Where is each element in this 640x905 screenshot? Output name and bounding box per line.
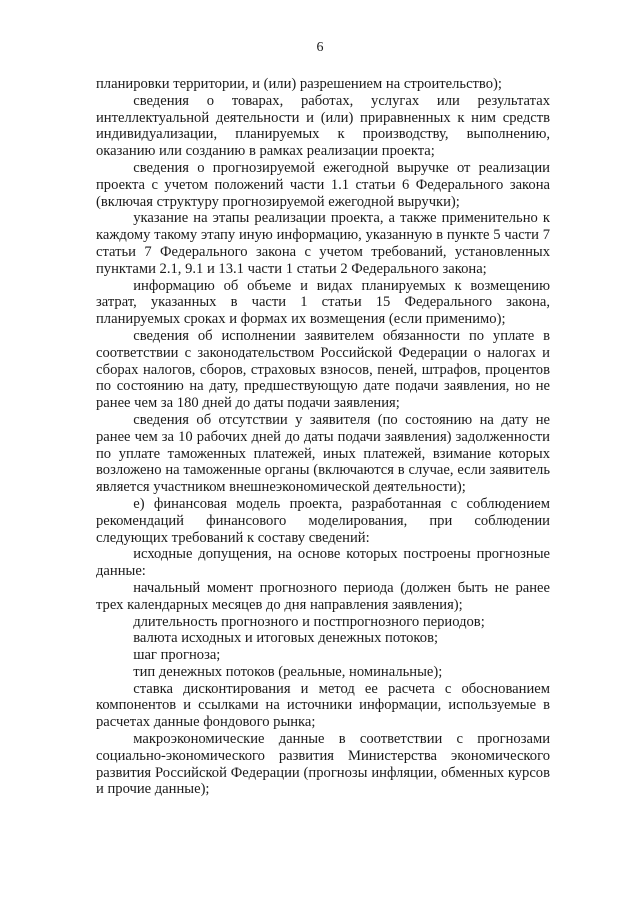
paragraph: информацию об объеме и видах планируемых к возмещению затрат, указанных в части 1 статьи 15 Федерального закона, планируемых сроках и формах их возмещения (если применимо);: [96, 277, 550, 328]
paragraph: сведения об отсутствии у заявителя (по состоянию на дату не ранее чем за 10 рабочих дней до даты подачи заявления) задолженности по уплате таможенных платежей, иных платежей, взимание которых возложено на таможенные органы (включаются в случае, если заявитель является участником внешнеэкономической деятельности);: [96, 411, 550, 496]
paragraph: начальный момент прогнозного периода (должен быть не ранее трех календарных месяцев до дня направления заявления);: [96, 579, 550, 613]
paragraph: длительность прогнозного и постпрогнозного периодов;: [133, 613, 485, 630]
paragraph: валюта исходных и итоговых денежных потоков;: [133, 630, 439, 647]
paragraph: указание на этапы реализации проекта, а также применительно к каждому такому этапу иную информацию, указанную в пункте 5 части 7 статьи 7 Федерального закона с учетом требований, установленных пунктами 2.1, 9.1 и 13.1 части 1 статьи 2 Федерального закона;: [96, 210, 550, 277]
paragraph: ставка дисконтирования и метод ее расчета с обоснованием компонентов и ссылками на источники информации, используемые в расчетах данные фондового рынка;: [96, 680, 550, 731]
paragraph: сведения об исполнении заявителем обязанности по уплате в соответствии с законодательством Российской Федерации о налогах и сборах налогов, сборов, страховых взносов, пеней, штрафов, процентов по состоянию на дату, предшествующую дате подачи заявления, но не ранее чем за 180 дней до даты подачи заявления;: [96, 327, 550, 412]
paragraph: е) финансовая модель проекта, разработанная с соблюдением рекомендаций финансового моделирования, при соблюдении следующих требований к составу сведений:: [96, 495, 550, 546]
paragraph: планировки территории, и (или) разрешением на строительство);: [96, 76, 502, 92]
paragraph: исходные допущения, на основе которых построены прогнозные данные:: [96, 546, 550, 580]
page-number: 6: [316, 40, 324, 55]
paragraph: шаг прогноза;: [133, 647, 221, 664]
paragraph: тип денежных потоков (реальные, номинальные);: [133, 663, 443, 680]
document-body: [96, 76, 550, 798]
paragraph: сведения о товарах, работах, услугах или результатах интеллектуальной деятельности и (или) приравненных к ним средств индивидуализации, планируемых к производству, выполнению, оказанию или созданию в рамках реализации проекта;: [96, 92, 550, 160]
paragraph: макроэкономические данные в соответствии с прогнозами социально-экономического развития Министерства экономического развития Российской Федерации (прогнозы инфляции, обменных курсов и прочие данные);: [96, 731, 550, 798]
paragraph: сведения о прогнозируемой ежегодной выручке от реализации проекта с учетом положений части 1.1 статьи 6 Федерального закона (включая структуру прогнозируемой ежегодной выручки);: [96, 159, 550, 210]
